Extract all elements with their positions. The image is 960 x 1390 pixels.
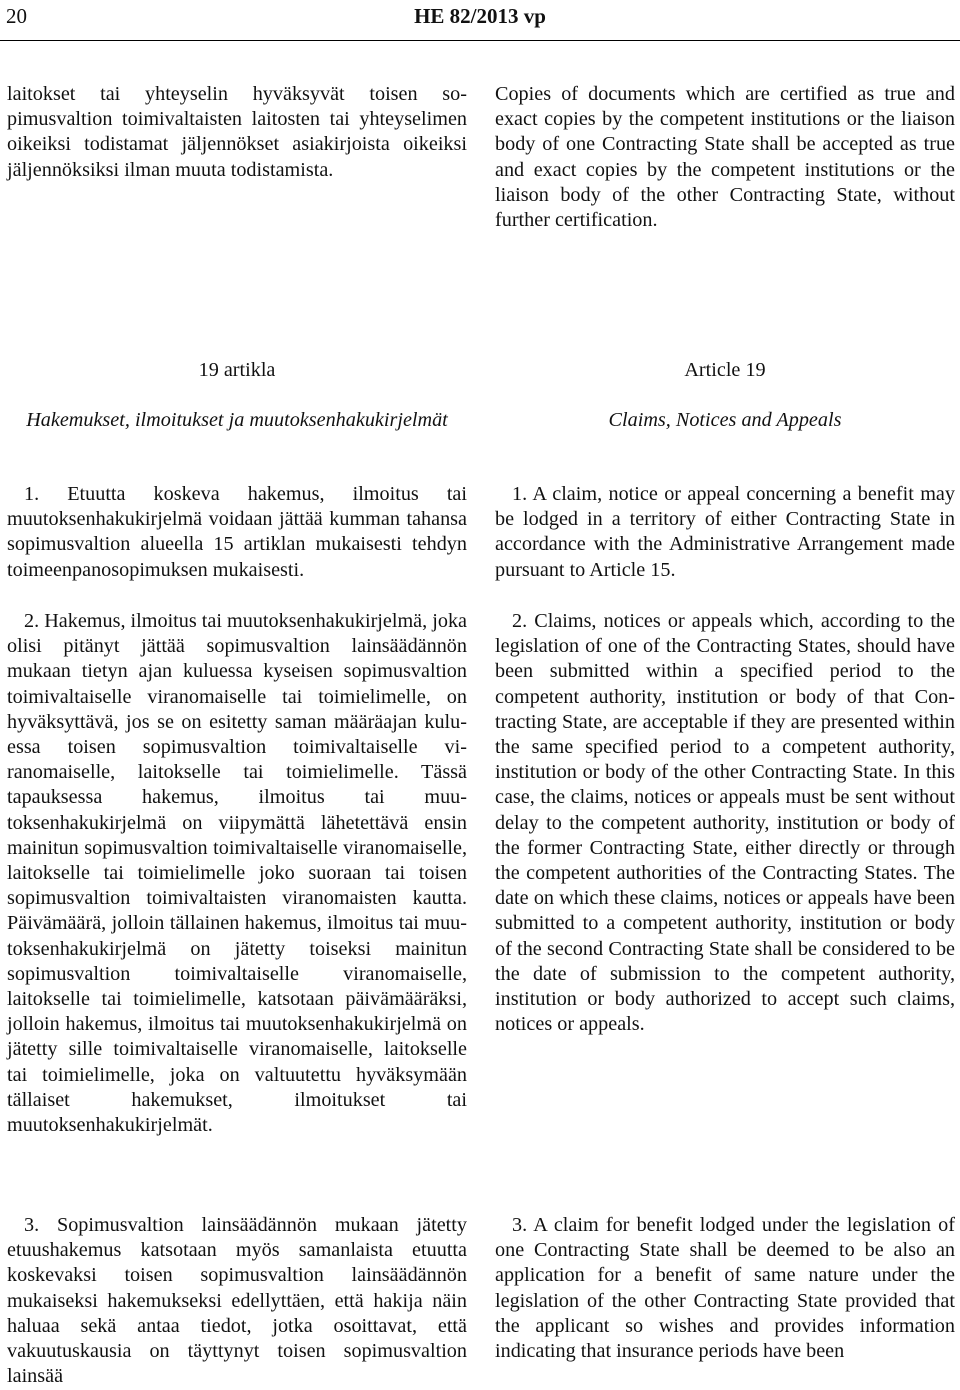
page-header: [0, 0, 960, 41]
english-paragraph-2: 2. Claims, notices or appeals which, according to the legislation of one of the Contracting States, should have been submitted within a specified period to the competent authority, institution or body of that Contracting State, are acceptable if they are presented within the same specified period to a competent authority, institution or body of the other Contracting State. In this case, the claims, notices or appeals must be sent without delay to the competent authority, institution or body of the former Contracting State, either directly or through the competent authorities of the Contracting States. The date on which these claims, notices or appeals have been submitted to a competent authority, institution or body of the second Contracting State shall be considered to be the date of submission to the competent authority, institution or body authorized to accept such claims, notices or appeals.: [495, 610, 955, 1036]
finnish-intro-paragraph: laitokset tai yhteyselin hyväksyvät toisen sopimusvaltion toimivaltaisten laitosten tai yhteyselimen oikeiksi todistamat jäljennökset asiakirjoista oikeiksi jäljennöksiksi ilman muuta todistamista.: [7, 83, 467, 181]
finnish-article-title: Hakemukset, ilmoitukset ja muutoksenhakukirjelmät: [26, 409, 448, 431]
english-paragraph-1: 1. A claim, notice or appeal concerning a benefit may be lodged in a territory of either Contracting State in accordance with the Administrative Arrangement made pursuant to Article 15.: [495, 483, 955, 581]
finnish-article-number: 19 artikla: [198, 359, 276, 381]
finnish-paragraph-2: 2. Hakemus, ilmoitus tai muutoksenhakukirjelmä, joka olisi pitänyt jättää sopimusvaltion lainsäädännön mukaan tietyn ajan kuluessa kyseisen sopimusvaltion toimivaltaiselle viranomaiselle tai toimielimelle, on hyväksyttävä, jos se on esitetty saman määräajan kuluessa toisen sopimusvaltion toimivaltaiselle viranomaiselle, laitokselle tai toimielimelle. Tässä tapauksessa hakemus, ilmoitus tai muutoksenhakukirjelmä on viipymättä lähetettävä ensin mainitun sopimusvaltion toimivaltaiselle viranomaiselle, laitokselle tai toimielimelle joko suoraan tai toisen sopimusvaltion toimivaltaisten viranomaisten kautta. Päivämäärä, jolloin tällainen hakemus, ilmoitus tai muutoksenhakukirjelmä on jätetty toiseksi mainitun sopimusvaltion toimivaltaiselle viranomaiselle, laitokselle tai toimielimelle, katsotaan päivämääräksi, jolloin hakemus, ilmoitus tai muutoksenhakukirjelmä on jätetty sille toimivaltaiselle viranomaiselle, laitokselle tai toimielimelle, joka on valtuutettu hyväksymään tällaiset hakemukset, ilmoitukset tai muutoksenhakukirjelmät.: [7, 610, 467, 1137]
document-id: HE 82/2013 vp: [414, 4, 546, 28]
page-number: 20: [6, 4, 27, 28]
english-article-number: Article 19: [684, 359, 766, 381]
english-article-title: Claims, Notices and Appeals: [608, 409, 842, 431]
finnish-paragraph-3: 3. Sopimusvaltion lainsäädännön mukaan jätetty etuushakemus katsotaan myös samanlaista etuutta koskevaksi toisen sopimusvaltion lainsäädännön mukaiseksi hakemukseksi edellyttäen, että hakija näin haluaa sekä antaa tiedot, jotka osoittavat, että vakuutuskausia on täyttynyt toisen sopimusvaltion lainsää: [7, 1214, 467, 1388]
english-intro-paragraph: Copies of documents which are certified as true and exact copies by the competent institutions or the liaison body of one Contracting State shall be accepted as true and exact copies by the competent institutions or the liaison body of the other Contracting State, without further certification.: [495, 83, 955, 232]
english-paragraph-3: 3. A claim for benefit lodged under the legislation of one Contracting State shall be deemed to be also an application for a benefit of same nature under the legislation of the other Contracting State provided that the applicant so wishes and provides information indicating that insurance periods have been: [495, 1214, 955, 1363]
finnish-paragraph-1: 1. Etuutta koskeva hakemus, ilmoitus tai muutoksenhakukirjelmä voidaan jättää kumman tahansa sopimusvaltion alueella 15 artiklan mukaisesti tehdyn toimeenpanosopimuksen mukaisesti.: [7, 483, 467, 581]
